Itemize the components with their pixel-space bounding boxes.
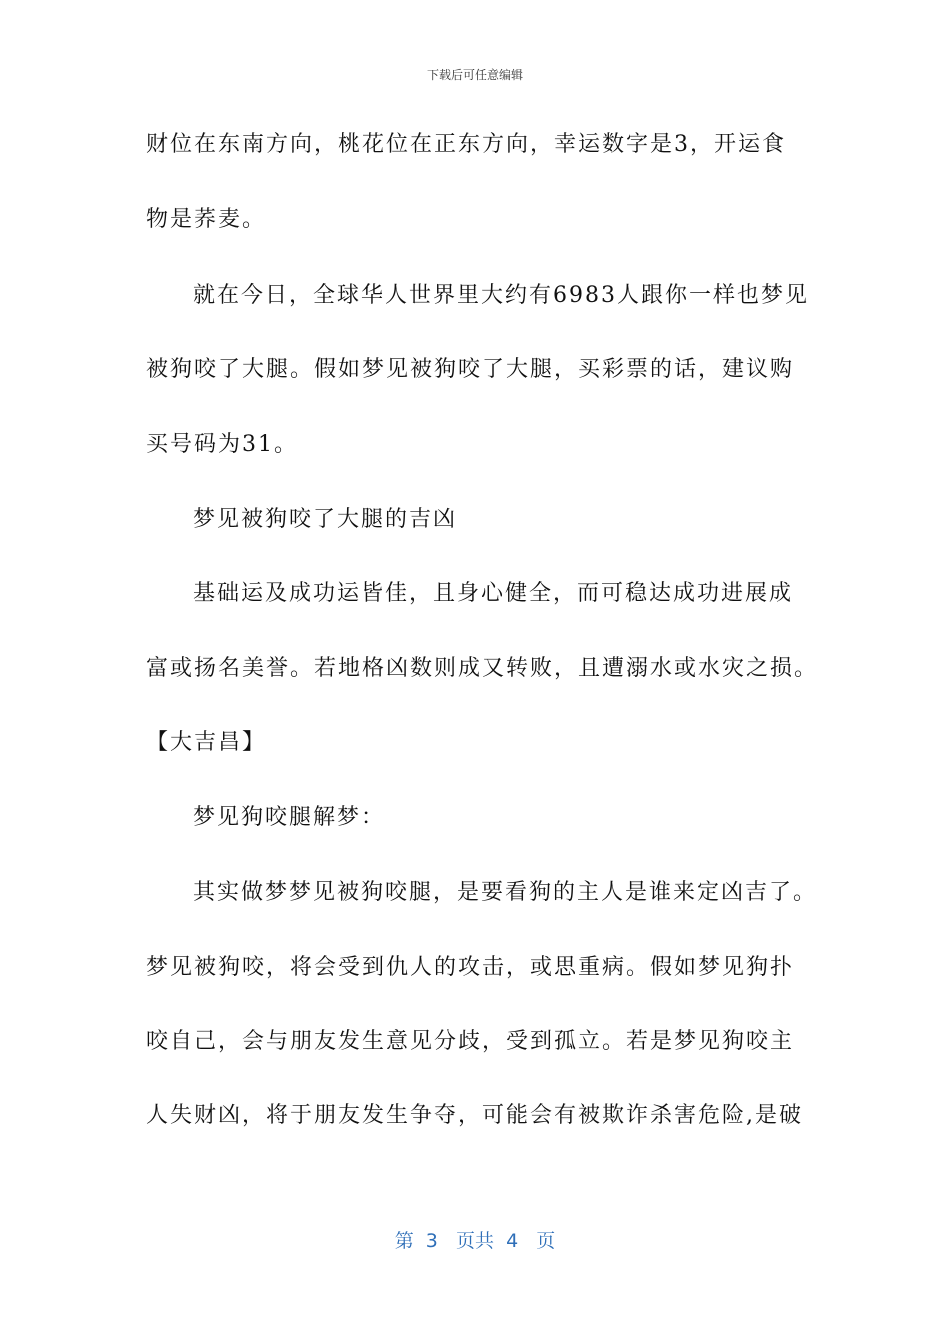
- text-line: 其实做梦梦见被狗咬腿，是要看狗的主人是谁来定凶吉了。: [193, 880, 818, 905]
- text-line: 财位在东南方向，桃花位在正东方向，幸运数字是3，开运食: [146, 132, 786, 157]
- text-line: 被狗咬了大腿。假如梦见被狗咬了大腿，买彩票的话，建议购: [146, 357, 795, 382]
- text-line: 咬自己，会与朋友发生意见分歧，受到孤立。若是梦见狗咬主: [146, 1029, 795, 1054]
- text-line: 【大吉昌】: [146, 730, 267, 755]
- text-line: 梦见被狗咬，将会受到仇人的攻击，或思重病。假如梦见狗扑: [146, 955, 795, 980]
- page-header: 下载后可任意编辑: [426, 68, 523, 82]
- text-line: 基础运及成功运皆佳，且身心健全，而可稳达成功进展成: [193, 581, 794, 606]
- section-heading: 梦见狗咬腿解梦：: [193, 805, 386, 830]
- section-heading: 梦见被狗咬了大腿的吉凶: [193, 507, 458, 532]
- text-line: 富或扬名美誉。若地格凶数则成又转败，且遭溺水或水灾之损。: [146, 656, 819, 681]
- text-line: 就在今日，全球华人世界里大约有6983人跟你一样也梦见: [193, 283, 809, 308]
- page-number-footer: 第 3 页共 4 页: [394, 1230, 556, 1252]
- text-line: 买号码为31。: [146, 432, 298, 457]
- text-line: 物是荞麦。: [146, 207, 267, 232]
- text-line: 人失财凶，将于朋友发生争夺，可能会有被欺诈杀害危险,是破: [146, 1103, 803, 1128]
